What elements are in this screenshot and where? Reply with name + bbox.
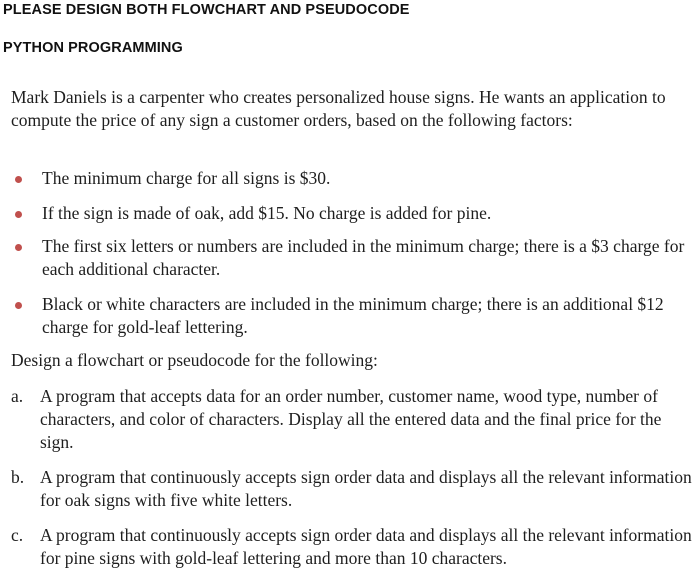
assignment-heading: PLEASE DESIGN BOTH FLOWCHART AND PSEUDOCODE [3, 2, 410, 18]
bullet-icon [15, 176, 22, 183]
course-subheading: PYTHON PROGRAMMING [3, 40, 183, 56]
task-text: A program that continuously accepts sign order data and displays all the relevant information for pine signs with gold-leaf lettering and more than 10 characters. [40, 525, 692, 568]
bullet-icon [15, 211, 22, 218]
bullet-icon [15, 244, 22, 251]
task-label: a. [11, 386, 24, 406]
design-prompt: Design a flowchart or pseudocode for the following: [11, 350, 378, 370]
factor-text: The minimum charge for all signs is $30. [42, 168, 331, 188]
factor-text: If the sign is made of oak, add $15. No charge is added for pine. [42, 203, 492, 223]
factor-text: The first six letters or numbers are included in the minimum charge; there is a $3 charge for each additional character. [42, 236, 685, 279]
task-text: A program that continuously accepts sign order data and displays all the relevant information for oak signs with five white letters. [40, 467, 692, 510]
factor-text: Black or white characters are included in the minimum charge; there is an additional $12 charge for gold-leaf lettering. [42, 294, 664, 337]
problem-intro: Mark Daniels is a carpenter who creates personalized house signs. He wants an application to compute the price of any sign a customer orders, based on the following factors: [11, 87, 666, 130]
task-label: c. [11, 525, 24, 545]
task-label: b. [11, 467, 25, 487]
bullet-icon [15, 302, 22, 309]
task-text: A program that accepts data for an order number, customer name, wood type, number of characters, and color of characters. Display all the entered data and the final price for the sign. [40, 386, 662, 452]
